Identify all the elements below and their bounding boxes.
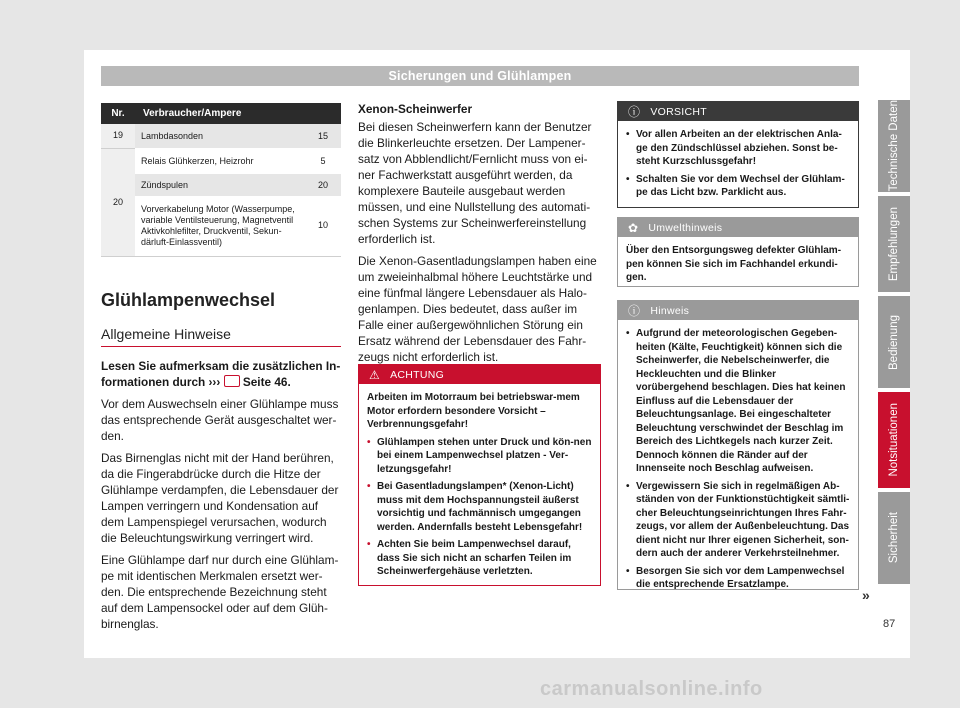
paragraph: Eine Glühlampe darf nur durch eine Glühlam-pe mit identischen Merkmalen ersetzt wer-den. Die entsprechende Bezeichnung steht auf dem Lampensockel oder auf dem Glüh-birnenglas. xyxy=(101,553,339,631)
table-row: 19 Lambdasonden 15 xyxy=(101,124,341,148)
tab-notsituationen[interactable]: Notsituationen xyxy=(878,392,910,488)
continue-arrow-icon: » xyxy=(862,587,870,603)
list-item: • Vor allen Arbeiten an der elektrischen Anla-ge den Zündschlüssel abziehen. Sonst be-steht Kurzschlussgefahr! xyxy=(626,129,842,167)
subtitle-block xyxy=(101,326,341,342)
info-circle-icon: ⓘ xyxy=(628,105,641,119)
hinweis-box xyxy=(617,300,859,590)
paragraph: Vor dem Auswechseln einer Glühlampe muss das entsprechende Gerät ausgeschaltet wer-den. xyxy=(101,397,339,443)
watermark: carmanualsonline.info xyxy=(540,678,763,700)
table-row: 20 Relais Glühkerzen, Heizrohr 5 xyxy=(101,148,341,174)
paragraph: Bei diesen Scheinwerfern kann der Benutzer die Blinkerleuchte ersetzen. Der Lampener-satz von Abblendlicht/Fernlicht muss von ei-ner Fachwerkstatt ausgeführt werden, da komplexere Bauteile ausgebaut werden müssen, und eine Nullstellung des automati-schen Systems zur Scheinwerfereinstellung erforderlich ist. xyxy=(358,120,592,246)
xenon-heading: Xenon-Scheinwerfer xyxy=(358,102,473,116)
tab-sicherheit[interactable]: Sicherheit xyxy=(878,492,910,584)
middle-column xyxy=(358,101,602,371)
divider xyxy=(101,346,341,347)
vorsicht-box xyxy=(617,101,859,208)
page-link[interactable]: Seite 46. xyxy=(239,375,291,389)
list-item: • Aufgrund der meteorologischen Gegeben-heiten (Kälte, Feuchtigkeit) können sich die Scheinwerfer, die Nebelscheinwerfer, die Heckleuchten und die Blinker vorübergehend beschlagen. Dies hat keinen Einfluss auf die Lebensdauer der Beleuchtungsanlage. Bei eingeschalteter Beleuchtung verschwindet der Beschlag im Bereich des Lichtkegels nach kurzer Zeit. Dennoch können die Ränder auf der Innenseite noch Beschlag aufweisen. xyxy=(626,328,846,474)
list-item: • Vergewissern Sie sich in regelmäßigen Ab-ständen von der Funktionstüchtigkeit sämtli-cher Beleuchtungseinrichtungen Ihres Fahr-zeugs, vor allem der Außenbeleuchtung. Das dient nicht nur Ihrer eigenen Sicherheit, son-dern auch der anderer Verkehrsteilnehmer. xyxy=(626,480,850,559)
achtung-body: Arbeiten im Motorraum bei betriebswar-mem Motor erfordern besondere Vorsicht – Verbrennungsgefahr! • Glühlampen stehen unter Druck und kön-nen bei einem Lampenwechsel platzen - Ver-letzungsgefahr! • Bei Gasentladungslampen* (Xenon-Licht) muss mit dem Hochspannungsteil äußerst vorsichtig und fachmännisch umgegangen werden. Andernfalls besteht Lebensgefahr! • Achten Sie beim Lampenwechsel darauf, dass Sie sich nicht an scharfen Teilen im Scheinwerfergehäuse verletzten. xyxy=(367,392,592,577)
column-header-nr: Nr. xyxy=(101,103,135,124)
tab-technische-daten[interactable]: Technische Daten xyxy=(878,100,910,192)
list-item: • Besorgen Sie sich vor dem Lampenwechsel die entsprechende Ersatzlampe. xyxy=(626,565,845,590)
hinweis-body xyxy=(618,320,858,602)
page-number: 87 xyxy=(883,618,896,630)
tab-empfehlungen[interactable]: Empfehlungen xyxy=(878,196,910,292)
list-item: • Glühlampen stehen unter Druck und kön-nen bei einem Lampenwechsel platzen - Ver-letzungsgefahr! xyxy=(367,436,592,475)
vorsicht-body xyxy=(618,121,858,210)
vorsicht-header: ⓘ VORSICHT xyxy=(618,102,858,121)
table-row: Zündspulen 20 xyxy=(101,174,341,196)
column-header-consumer: Verbraucher/Ampere xyxy=(135,103,341,124)
list-item: • Schalten Sie vor dem Wechsel der Glühlam-pe das Licht bzw. Parklicht aus. xyxy=(626,173,845,198)
paragraph: Die Xenon-Gasentladungslampen haben eine um zweieinhalbmal höhere Leuchtstärke und eine fünfmal längere Lebensdauer als Halo-genlampen. Dies bedeutet, dass außer im Falle einer außergewöhnlichen Störung ein Ersatz während der Lebensdauer des Fahr-zeugs nicht erforderlich ist. xyxy=(358,254,597,364)
hinweis-header: ⓘ Hinweis xyxy=(618,301,858,320)
list-item: • Achten Sie beim Lampenwechsel darauf, dass Sie sich nicht an scharfen Teilen im Scheinwerfergehäuse verletzten. xyxy=(367,539,572,577)
flower-icon: ✿ xyxy=(628,220,639,235)
achtung-box xyxy=(358,364,601,586)
list-item: • Bei Gasentladungslampen* (Xenon-Licht) muss mit dem Hochspannungsteil äußerst vorsichtig und fachmännisch umgegangen werden. Andernfalls besteht Lebensgefahr! xyxy=(367,481,583,533)
intro-text: Lesen Sie aufmerksam die zusätzlichen In-formationen durch ››› Seite 46. xyxy=(101,359,341,389)
left-column xyxy=(101,292,341,308)
fuse-table xyxy=(101,103,341,257)
sub-title: Allgemeine Hinweise xyxy=(101,326,231,342)
book-icon xyxy=(224,375,240,387)
page-header: Sicherungen und Glühlampen xyxy=(101,66,859,86)
tab-bedienung[interactable]: Bedienung xyxy=(878,296,910,388)
info-icon: ⓘ xyxy=(628,304,641,318)
umwelt-header: ✿ Umwelthinweis xyxy=(618,218,858,237)
section-title: Glühlampenwechsel xyxy=(101,290,276,310)
table-row: Vorverkabelung Motor (Wasserpumpe, variable Ventilsteuerung, Magnetventil Aktivkohlefilter, Druckventil, Sekundärluft-Einlassventil) 10 xyxy=(101,196,341,256)
umwelt-body: Über den Entsorgungsweg defekter Glühlam-pen können Sie sich im Fachhandel erkundi-gen. xyxy=(626,245,842,283)
left-body xyxy=(101,358,341,638)
warning-triangle-icon: ⚠ xyxy=(369,367,381,382)
umwelt-box xyxy=(617,217,859,287)
achtung-header: ⚠ ACHTUNG xyxy=(359,365,600,384)
paragraph: Das Birnenglas nicht mit der Hand berühren, da die Fingerabdrücke durch die Hitze der Glühlampe verdampfen, die Lebensdauer der Lampen verringern und Kondensation auf dem Lampenspiegel verursachen, wodurch die Beleuchtungswirkung verringert wird. xyxy=(101,451,339,545)
